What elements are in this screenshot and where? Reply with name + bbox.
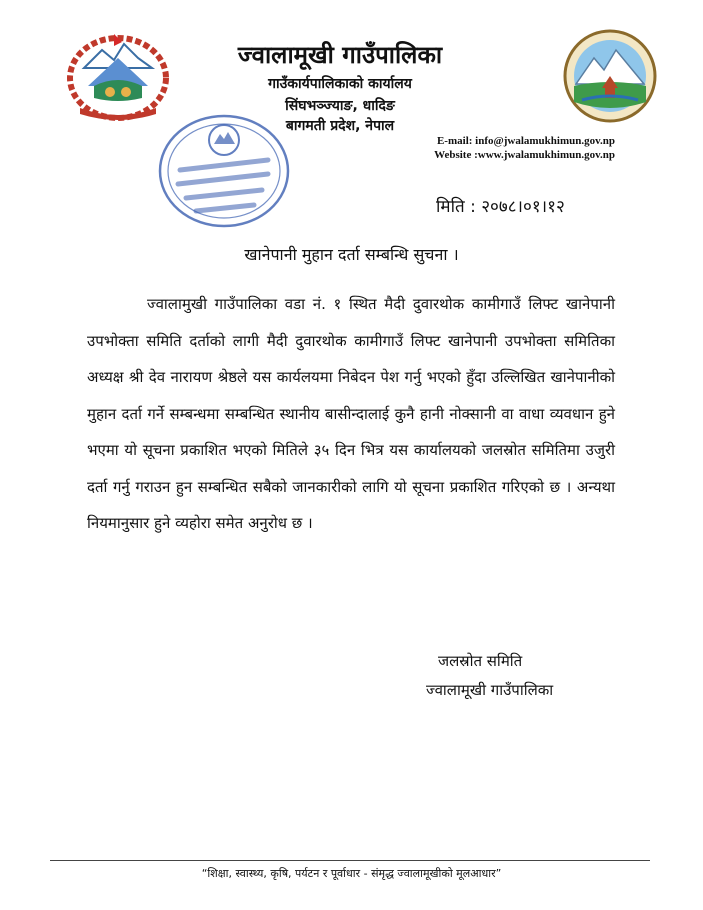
contact-email: E-mail: info@jwalamukhimun.gov.np: [436, 135, 615, 147]
office-province: बागमती प्रदेश, नेपाल: [285, 118, 395, 134]
footer-divider: [50, 860, 650, 861]
signatory-municipality: ज्वालामूखी गाउँपालिका: [426, 681, 554, 699]
notice-date: मिति : २०७८।०१।१२: [436, 197, 565, 217]
contact-website: Website :www.jwalamukhimun.gov.np: [434, 149, 615, 161]
municipality-title: ज्वालामूखी गाउँपालिका: [237, 41, 443, 69]
municipality-logo-icon: [562, 28, 658, 124]
footer-motto: “शिक्षा, स्वास्थ्य, कृषि, पर्यटन र पूर्वाधार - संमृद्ध ज्वालामूखीको मूलआधार”: [201, 867, 502, 880]
signatory-committee: जलस्रोत समिति: [438, 652, 523, 670]
nepal-coat-of-arms-icon: [62, 28, 174, 124]
office-name: गाउँकार्यपालिकाको कार्यालय: [268, 76, 412, 92]
notice-subject: खानेपानी मुहान दर्ता सम्बन्धि सुचना ।: [244, 245, 459, 264]
notice-body: ज्वालामुखी गाउँपालिका वडा नं. १ स्थित मैदी दुवारथोक कामीगाउँ लिफ्ट खानेपानी उपभोक्ता समिति दर्ताको लागी मैदी दुवारथोक कामीगाउँ लिफ्ट खानेपानी उपभोक्ता समितिका अध्यक्ष श्री देव नारायण श्रेष्ठले यस कार्यलयमा निबेदन पेश गर्नु भएको हुँदा उल्लिखित खानेपानीको मुहान दर्ता गर्ने सम्बन्धमा सम्बन्धित स्थानीय बासीन्दालाई कुनै हानी नोक्सानी वा वाधा व्यवधान हुने भएमा यो सूचना प्रकाशित भएको मितिले ३५ दिन भित्र यस कार्यालयको जलस्रोत समितिमा उजुरी दर्ता गर्नु गराउन हुन सम्बन्धित सबैको जानकारीको लागि यो सूचना प्रकाशित गरिएको छ । अन्यथा नियमानुसार हुने व्यहोरा समेत अनुरोध छ ।: [87, 295, 615, 532]
office-address: सिंघभञ्ज्याङ, धादिङ: [285, 98, 395, 114]
